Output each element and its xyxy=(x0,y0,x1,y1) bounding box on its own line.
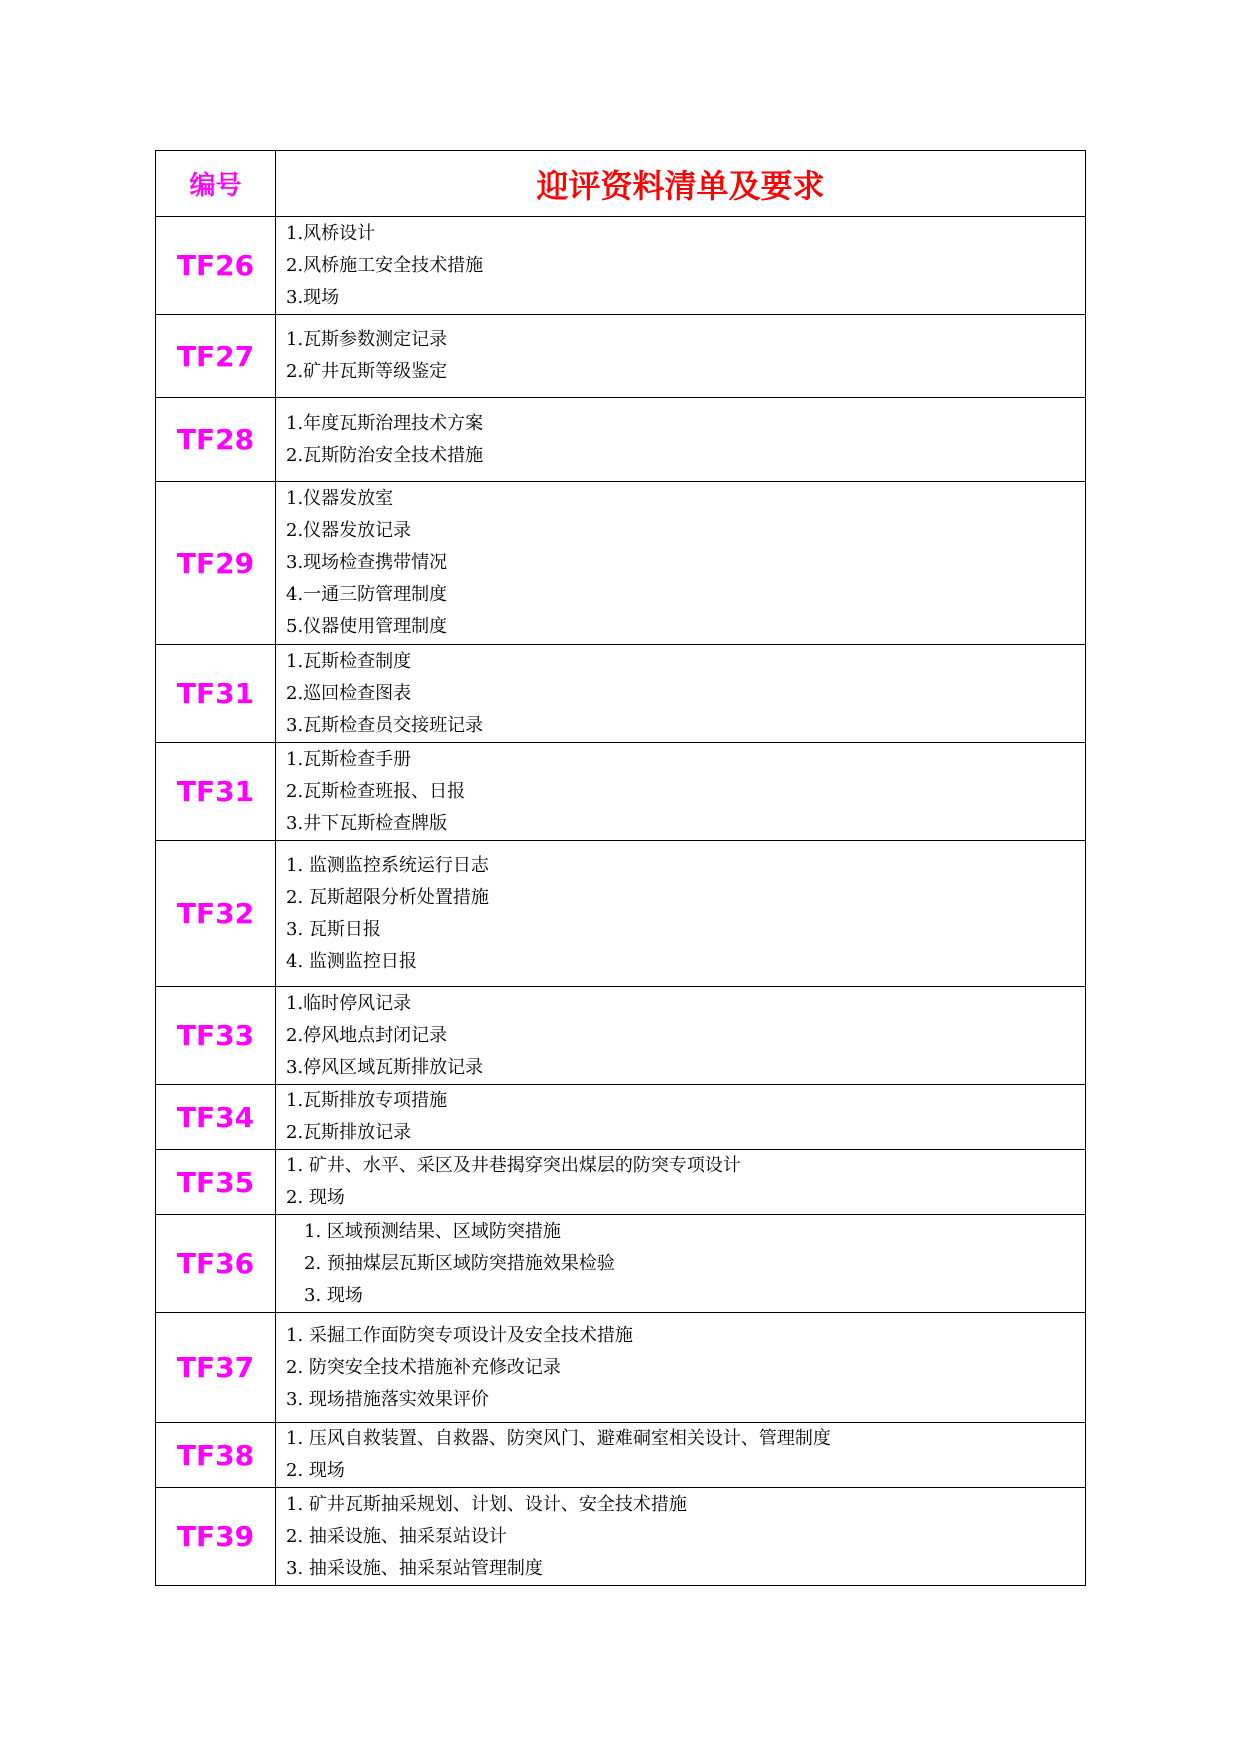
table-row xyxy=(156,398,1086,482)
table-row xyxy=(156,987,1086,1085)
table-row xyxy=(156,1085,1086,1150)
row-items-cell xyxy=(276,315,1086,398)
row-items-cell xyxy=(276,1215,1086,1313)
row-id-cell: TF31 xyxy=(156,645,276,743)
list-item: 2.瓦斯防治安全技术措施 xyxy=(286,444,484,466)
list-item: 1. 压风自救装置、自救器、防突风门、避难硐室相关设计、管理制度 xyxy=(286,1428,831,1449)
list-item: 1. 监测监控系统运行日志 xyxy=(286,854,489,876)
list-item: 1.年度瓦斯治理技术方案 xyxy=(286,412,484,434)
row-id-cell: TF36 xyxy=(156,1215,276,1313)
list-item: 2.瓦斯检查班报、日报 xyxy=(286,780,466,802)
table-row xyxy=(156,1423,1086,1488)
row-items-cell xyxy=(276,398,1086,482)
list-item: 3. 现场 xyxy=(304,1284,363,1306)
list-item: 1. 采掘工作面防突专项设计及安全技术措施 xyxy=(286,1324,633,1346)
list-item: 2. 防突安全技术措施补充修改记录 xyxy=(286,1356,561,1378)
row-id-cell: TF28 xyxy=(156,398,276,482)
list-item: 1. 矿井、水平、采区及井巷揭穿突出煤层的防突专项设计 xyxy=(286,1155,741,1176)
table-row xyxy=(156,217,1086,315)
header-id-label: 编号 xyxy=(156,151,276,217)
row-id-cell: TF33 xyxy=(156,987,276,1085)
list-item: 2.矿井瓦斯等级鉴定 xyxy=(286,361,448,382)
list-item: 3.瓦斯检查员交接班记录 xyxy=(286,714,484,736)
list-item: 1.瓦斯检查制度 xyxy=(286,650,412,672)
list-item: 2. 预抽煤层瓦斯区域防突措施效果检验 xyxy=(304,1252,615,1274)
list-item: 1. 矿井瓦斯抽采规划、计划、设计、安全技术措施 xyxy=(286,1493,687,1515)
list-item: 2.风桥施工安全技术措施 xyxy=(286,254,484,276)
table-row xyxy=(156,1313,1086,1423)
table-row xyxy=(156,743,1086,841)
list-item: 1.临时停风记录 xyxy=(286,992,412,1014)
list-item: 4.一通三防管理制度 xyxy=(286,584,448,605)
header-title: 迎评资料清单及要求 xyxy=(276,151,1086,217)
table-row xyxy=(156,1488,1086,1586)
list-item: 3. 现场措施落实效果评价 xyxy=(286,1388,489,1410)
row-items-cell xyxy=(276,841,1086,987)
list-item: 3. 抽采设施、抽采泵站管理制度 xyxy=(286,1557,543,1579)
list-item: 2.巡回检查图表 xyxy=(286,682,412,704)
row-items-cell xyxy=(276,217,1086,315)
row-items-cell xyxy=(276,482,1086,645)
list-item: 3.现场检查携带情况 xyxy=(286,552,448,573)
table-row xyxy=(156,645,1086,743)
table-body xyxy=(156,151,1086,1586)
row-id-cell: TF34 xyxy=(156,1085,276,1150)
row-items-cell xyxy=(276,1423,1086,1488)
row-id-cell: TF27 xyxy=(156,315,276,398)
list-item: 1.瓦斯检查手册 xyxy=(286,748,412,770)
requirements-table xyxy=(155,150,1086,1586)
table-row xyxy=(156,482,1086,645)
row-id-cell: TF38 xyxy=(156,1423,276,1488)
row-items-cell xyxy=(276,743,1086,841)
list-item: 1.瓦斯排放专项措施 xyxy=(286,1090,448,1111)
list-item: 2. 现场 xyxy=(286,1460,345,1481)
table-row xyxy=(156,1215,1086,1313)
row-items-cell xyxy=(276,1488,1086,1586)
table-row xyxy=(156,841,1086,987)
row-items-cell xyxy=(276,1313,1086,1423)
row-items-cell xyxy=(276,1150,1086,1215)
list-item: 2.仪器发放记录 xyxy=(286,520,412,541)
list-item: 2. 抽采设施、抽采泵站设计 xyxy=(286,1525,507,1547)
list-item: 1.瓦斯参数测定记录 xyxy=(286,329,448,350)
list-item: 2.瓦斯排放记录 xyxy=(286,1122,412,1143)
header-row xyxy=(156,151,1086,217)
row-items-cell xyxy=(276,645,1086,743)
row-items-cell xyxy=(276,1085,1086,1150)
row-items-cell xyxy=(276,987,1086,1085)
row-id-cell: TF29 xyxy=(156,482,276,645)
row-id-cell: TF39 xyxy=(156,1488,276,1586)
list-item: 3.停风区域瓦斯排放记录 xyxy=(286,1056,484,1078)
row-id-cell: TF37 xyxy=(156,1313,276,1423)
list-item: 2. 现场 xyxy=(286,1187,345,1208)
row-id-cell: TF35 xyxy=(156,1150,276,1215)
list-item: 4. 监测监控日报 xyxy=(286,950,417,972)
list-item: 5.仪器使用管理制度 xyxy=(286,616,448,637)
list-item: 3. 瓦斯日报 xyxy=(286,918,381,940)
table-row xyxy=(156,315,1086,398)
row-id-cell: TF31 xyxy=(156,743,276,841)
row-id-cell: TF32 xyxy=(156,841,276,987)
list-item: 1. 区域预测结果、区域防突措施 xyxy=(304,1220,561,1242)
table-row xyxy=(156,1150,1086,1215)
list-item: 1.风桥设计 xyxy=(286,222,376,244)
row-id-cell: TF26 xyxy=(156,217,276,315)
list-item: 2.停风地点封闭记录 xyxy=(286,1024,448,1046)
list-item: 3.井下瓦斯检查牌版 xyxy=(286,812,448,834)
list-item: 2. 瓦斯超限分析处置措施 xyxy=(286,886,489,908)
list-item: 3.现场 xyxy=(286,286,340,308)
list-item: 1.仪器发放室 xyxy=(286,488,394,509)
